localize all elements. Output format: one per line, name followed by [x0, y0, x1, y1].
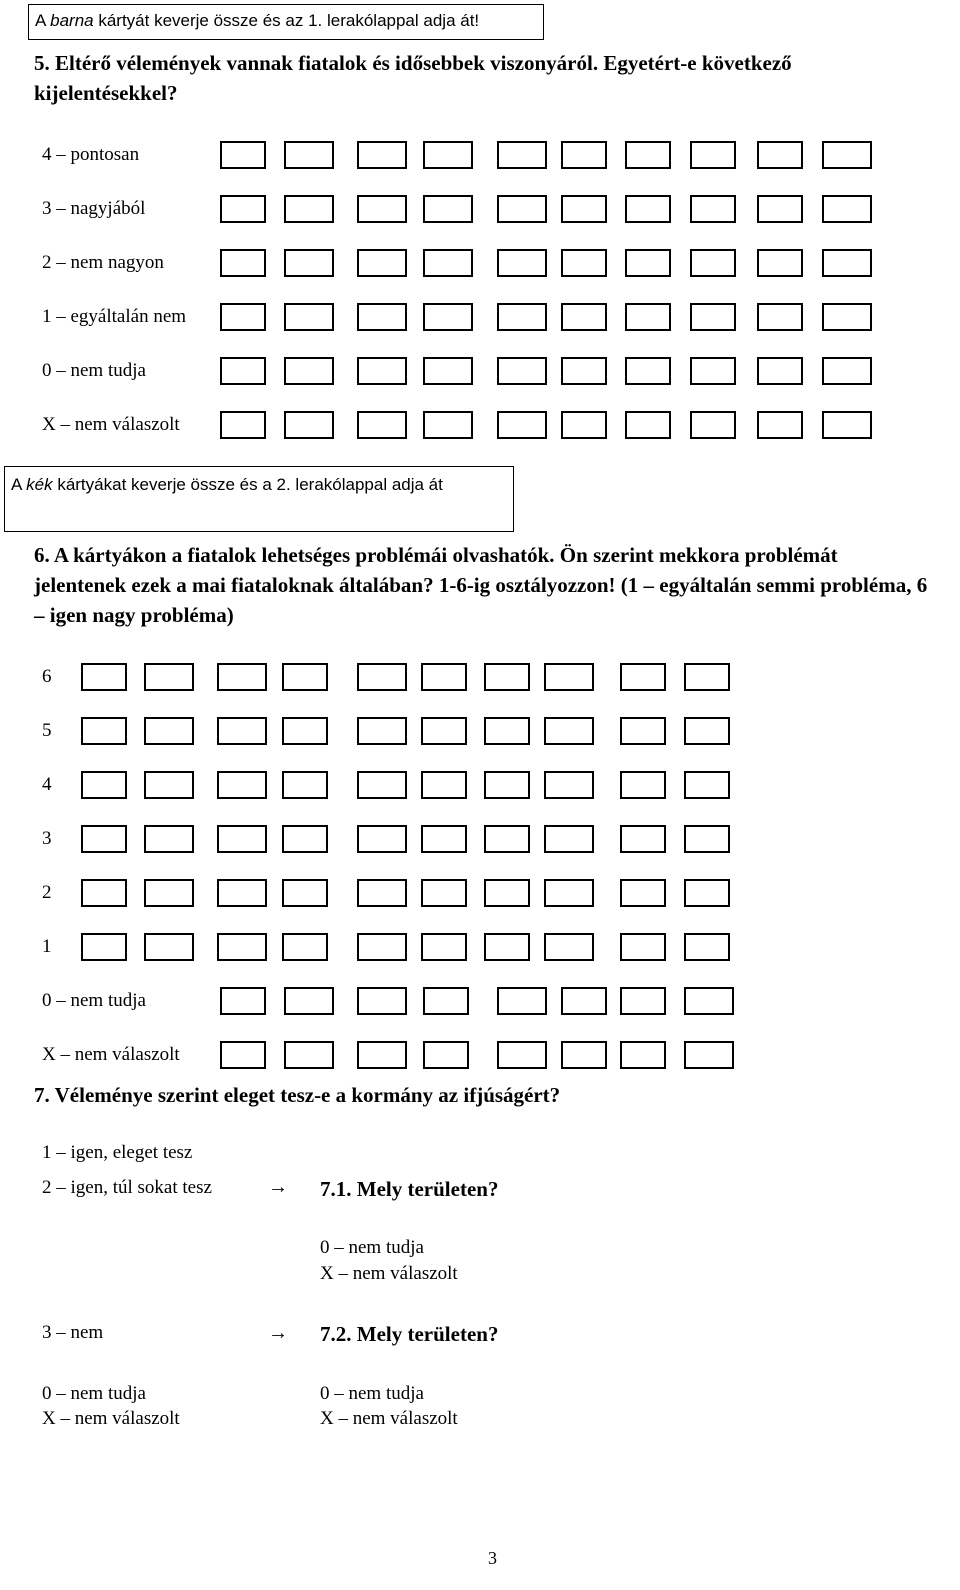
- q5-answer-box[interactable]: [625, 141, 671, 169]
- q6-answer-box[interactable]: [144, 663, 194, 691]
- q5-answer-box[interactable]: [690, 411, 736, 439]
- q6-answer-box[interactable]: [357, 933, 407, 961]
- q6-answer-box[interactable]: [357, 663, 407, 691]
- instruction-text: A: [11, 475, 27, 494]
- subquestion-7-2: 7.2. Mely területen?: [320, 1322, 499, 1346]
- q5-answer-box[interactable]: [357, 141, 407, 169]
- instruction-box-blue: [4, 466, 514, 532]
- q5-answer-box[interactable]: [497, 357, 547, 385]
- option-1: 1 – igen, eleget tesz: [42, 1142, 193, 1163]
- q6-answer-box[interactable]: [484, 663, 530, 691]
- q6-answer-box[interactable]: [684, 717, 730, 745]
- q6-answer-box[interactable]: [81, 933, 127, 961]
- option-dont-know: 0 – nem tudja: [42, 1383, 146, 1404]
- q5-answer-box[interactable]: [284, 357, 334, 385]
- q5-answer-box[interactable]: [625, 249, 671, 277]
- q6-answer-box[interactable]: [620, 879, 666, 907]
- q6-row-label: 6: [42, 666, 52, 687]
- q5-answer-box[interactable]: [284, 303, 334, 331]
- q5-answer-box[interactable]: [220, 249, 266, 277]
- sub1-no-answer: X – nem válaszolt: [320, 1263, 458, 1284]
- q6-answer-box[interactable]: [684, 933, 730, 961]
- q5-answer-box[interactable]: [497, 249, 547, 277]
- question-5: 5. Eltérő vélemények vannak fiatalok és idősebbek viszonyáról. Egyetért-e következő kijelentésekkel?: [34, 51, 792, 105]
- q6-answer-box[interactable]: [144, 933, 194, 961]
- q6-answer-box[interactable]: [282, 825, 328, 853]
- q6-answer-box[interactable]: [544, 933, 594, 961]
- q6-answer-box[interactable]: [421, 933, 467, 961]
- q6-row-label: 0 – nem tudja: [42, 990, 146, 1011]
- q5-row-label: 3 – nagyjából: [42, 198, 146, 219]
- q5-answer-box[interactable]: [822, 411, 872, 439]
- q5-answer-box[interactable]: [625, 195, 671, 223]
- instruction-emphasis: barna: [50, 11, 94, 30]
- q5-answer-box[interactable]: [423, 249, 473, 277]
- q6-answer-box[interactable]: [144, 825, 194, 853]
- q5-row-label: X – nem válaszolt: [42, 414, 180, 435]
- q6-answer-box[interactable]: [217, 825, 267, 853]
- q5-answer-box[interactable]: [757, 249, 803, 277]
- q5-answer-box[interactable]: [423, 357, 473, 385]
- q6-answer-box[interactable]: [544, 771, 594, 799]
- q6-answer-box[interactable]: [544, 825, 594, 853]
- q5-answer-box[interactable]: [561, 249, 607, 277]
- q6-answer-box[interactable]: [217, 771, 267, 799]
- q5-answer-box[interactable]: [561, 411, 607, 439]
- q6-answer-box[interactable]: [144, 771, 194, 799]
- q6-answer-box[interactable]: [357, 987, 407, 1015]
- q5-answer-box[interactable]: [220, 411, 266, 439]
- instruction-box-brown: [28, 4, 544, 40]
- q6-answer-box[interactable]: [282, 933, 328, 961]
- q6-answer-box[interactable]: [421, 717, 467, 745]
- q6-answer-box[interactable]: [357, 1041, 407, 1069]
- q5-answer-box[interactable]: [757, 411, 803, 439]
- q6-answer-box[interactable]: [282, 717, 328, 745]
- q6-answer-box[interactable]: [684, 987, 734, 1015]
- q6-answer-box[interactable]: [544, 663, 594, 691]
- q6-answer-box[interactable]: [81, 825, 127, 853]
- q5-answer-box[interactable]: [561, 195, 607, 223]
- q5-row-label: 1 – egyáltalán nem: [42, 306, 187, 327]
- q5-answer-box[interactable]: [822, 303, 872, 331]
- q6-answer-box[interactable]: [282, 771, 328, 799]
- q5-answer-box[interactable]: [822, 249, 872, 277]
- q5-answer-box[interactable]: [220, 357, 266, 385]
- instruction-text: kártyát keverje össze és az 1. lerakólappal adja át!: [93, 11, 480, 30]
- option-2: 2 – igen, túl sokat tesz: [42, 1177, 212, 1198]
- sub2-dont-know: 0 – nem tudja: [320, 1383, 424, 1404]
- q5-answer-box[interactable]: [284, 195, 334, 223]
- q5-answer-box[interactable]: [757, 303, 803, 331]
- q6-answer-box[interactable]: [561, 987, 607, 1015]
- q6-answer-box[interactable]: [357, 771, 407, 799]
- q6-answer-box[interactable]: [423, 1041, 469, 1069]
- q5-answer-box[interactable]: [625, 411, 671, 439]
- q5-answer-box[interactable]: [357, 303, 407, 331]
- q6-row-label: X – nem válaszolt: [42, 1044, 180, 1065]
- q5-answer-box[interactable]: [690, 357, 736, 385]
- q6-answer-box[interactable]: [421, 825, 467, 853]
- q6-answer-box[interactable]: [282, 663, 328, 691]
- q6-answer-box[interactable]: [484, 879, 530, 907]
- q6-answer-box[interactable]: [217, 879, 267, 907]
- q6-row-label: 4: [42, 774, 52, 795]
- q6-answer-box[interactable]: [620, 663, 666, 691]
- q6-row-label: 1: [42, 936, 52, 957]
- q5-answer-box[interactable]: [497, 303, 547, 331]
- q5-answer-box[interactable]: [690, 303, 736, 331]
- q6-answer-box[interactable]: [544, 717, 594, 745]
- q6-answer-box[interactable]: [484, 933, 530, 961]
- q6-answer-box[interactable]: [684, 663, 730, 691]
- q6-answer-box[interactable]: [357, 717, 407, 745]
- q5-answer-box[interactable]: [625, 357, 671, 385]
- q6-answer-box[interactable]: [217, 717, 267, 745]
- q5-row-label: 2 – nem nagyon: [42, 252, 164, 273]
- q6-answer-box[interactable]: [620, 1041, 666, 1069]
- q5-answer-box[interactable]: [757, 141, 803, 169]
- arrow-right-icon: →: [268, 1176, 288, 1198]
- q6-answer-box[interactable]: [620, 825, 666, 853]
- q6-answer-box[interactable]: [421, 663, 467, 691]
- q6-row-label: 3: [42, 828, 52, 849]
- q6-row-label: 2: [42, 882, 52, 903]
- q5-answer-box[interactable]: [625, 303, 671, 331]
- q6-answer-box[interactable]: [284, 1041, 334, 1069]
- q6-answer-box[interactable]: [284, 987, 334, 1015]
- q6-answer-box[interactable]: [544, 879, 594, 907]
- q6-answer-box[interactable]: [497, 987, 547, 1015]
- q6-answer-box[interactable]: [81, 879, 127, 907]
- q6-answer-box[interactable]: [220, 1041, 266, 1069]
- q5-answer-box[interactable]: [822, 141, 872, 169]
- q5-answer-box[interactable]: [284, 249, 334, 277]
- q6-answer-box[interactable]: [484, 717, 530, 745]
- q6-answer-box[interactable]: [620, 717, 666, 745]
- q6-answer-box[interactable]: [217, 663, 267, 691]
- sub1-dont-know: 0 – nem tudja: [320, 1237, 424, 1258]
- q5-answer-box[interactable]: [497, 141, 547, 169]
- q6-answer-box[interactable]: [484, 771, 530, 799]
- q5-answer-box[interactable]: [690, 249, 736, 277]
- q5-answer-box[interactable]: [690, 141, 736, 169]
- q5-answer-box[interactable]: [757, 195, 803, 223]
- q5-answer-box[interactable]: [757, 357, 803, 385]
- q6-answer-box[interactable]: [484, 825, 530, 853]
- q6-answer-box[interactable]: [144, 879, 194, 907]
- q5-answer-box[interactable]: [220, 141, 266, 169]
- q6-answer-box[interactable]: [620, 933, 666, 961]
- instruction-text: kártyákat keverje össze és a 2. lerakólappal adja át: [52, 475, 443, 494]
- q6-row-label: 5: [42, 720, 52, 741]
- q5-answer-box[interactable]: [423, 411, 473, 439]
- q5-answer-box[interactable]: [284, 141, 334, 169]
- q5-answer-box[interactable]: [497, 195, 547, 223]
- q5-answer-box[interactable]: [357, 195, 407, 223]
- q6-answer-box[interactable]: [144, 717, 194, 745]
- q5-row-label: 4 – pontosan: [42, 144, 140, 165]
- q5-answer-box[interactable]: [822, 357, 872, 385]
- q5-answer-box[interactable]: [561, 141, 607, 169]
- arrow-right-icon: →: [268, 1322, 288, 1344]
- q6-answer-box[interactable]: [220, 987, 266, 1015]
- q6-answer-box[interactable]: [684, 879, 730, 907]
- q5-answer-box[interactable]: [561, 357, 607, 385]
- q6-answer-box[interactable]: [357, 879, 407, 907]
- q5-answer-box[interactable]: [220, 303, 266, 331]
- q5-answer-box[interactable]: [423, 303, 473, 331]
- q6-answer-box[interactable]: [497, 1041, 547, 1069]
- q6-answer-box[interactable]: [620, 771, 666, 799]
- q5-answer-box[interactable]: [423, 195, 473, 223]
- q5-answer-box[interactable]: [423, 141, 473, 169]
- instruction-emphasis: kék: [26, 475, 53, 494]
- option-no-answer: X – nem válaszolt: [42, 1408, 180, 1429]
- q6-answer-box[interactable]: [357, 825, 407, 853]
- q6-answer-box[interactable]: [421, 771, 467, 799]
- q5-row-label: 0 – nem tudja: [42, 360, 146, 381]
- page-number: 3: [488, 1548, 497, 1568]
- q6-answer-box[interactable]: [423, 987, 469, 1015]
- q6-answer-box[interactable]: [561, 1041, 607, 1069]
- option-3: 3 – nem: [42, 1322, 104, 1343]
- question-7: 7. Véleménye szerint eleget tesz-e a kormány az ifjúságért?: [34, 1083, 561, 1107]
- subquestion-7-1: 7.1. Mely területen?: [320, 1177, 499, 1201]
- q5-answer-box[interactable]: [357, 411, 407, 439]
- q5-answer-box[interactable]: [357, 357, 407, 385]
- q6-answer-box[interactable]: [684, 771, 730, 799]
- q6-answer-box[interactable]: [421, 879, 467, 907]
- q6-answer-box[interactable]: [282, 879, 328, 907]
- q5-answer-box[interactable]: [561, 303, 607, 331]
- q6-answer-box[interactable]: [684, 825, 730, 853]
- q5-answer-box[interactable]: [690, 195, 736, 223]
- q6-answer-box[interactable]: [81, 663, 127, 691]
- q6-answer-box[interactable]: [81, 717, 127, 745]
- q5-answer-box[interactable]: [284, 411, 334, 439]
- q6-answer-box[interactable]: [81, 771, 127, 799]
- sub2-no-answer: X – nem válaszolt: [320, 1408, 458, 1429]
- question-6: 6. A kártyákon a fiatalok lehetséges problémái olvashatók. Ön szerint mekkora problémát jelentenek ezek a mai fiataloknak általában? 1-6-ig osztályozzon! (1 – egyáltalán semmi probléma, 6 – igen nagy probléma): [34, 543, 928, 627]
- q6-answer-box[interactable]: [620, 987, 666, 1015]
- q6-answer-box[interactable]: [217, 933, 267, 961]
- instruction-text: A: [35, 11, 51, 30]
- q5-answer-box[interactable]: [822, 195, 872, 223]
- q5-answer-box[interactable]: [357, 249, 407, 277]
- q6-answer-box[interactable]: [684, 1041, 734, 1069]
- q5-answer-box[interactable]: [220, 195, 266, 223]
- q5-answer-box[interactable]: [497, 411, 547, 439]
